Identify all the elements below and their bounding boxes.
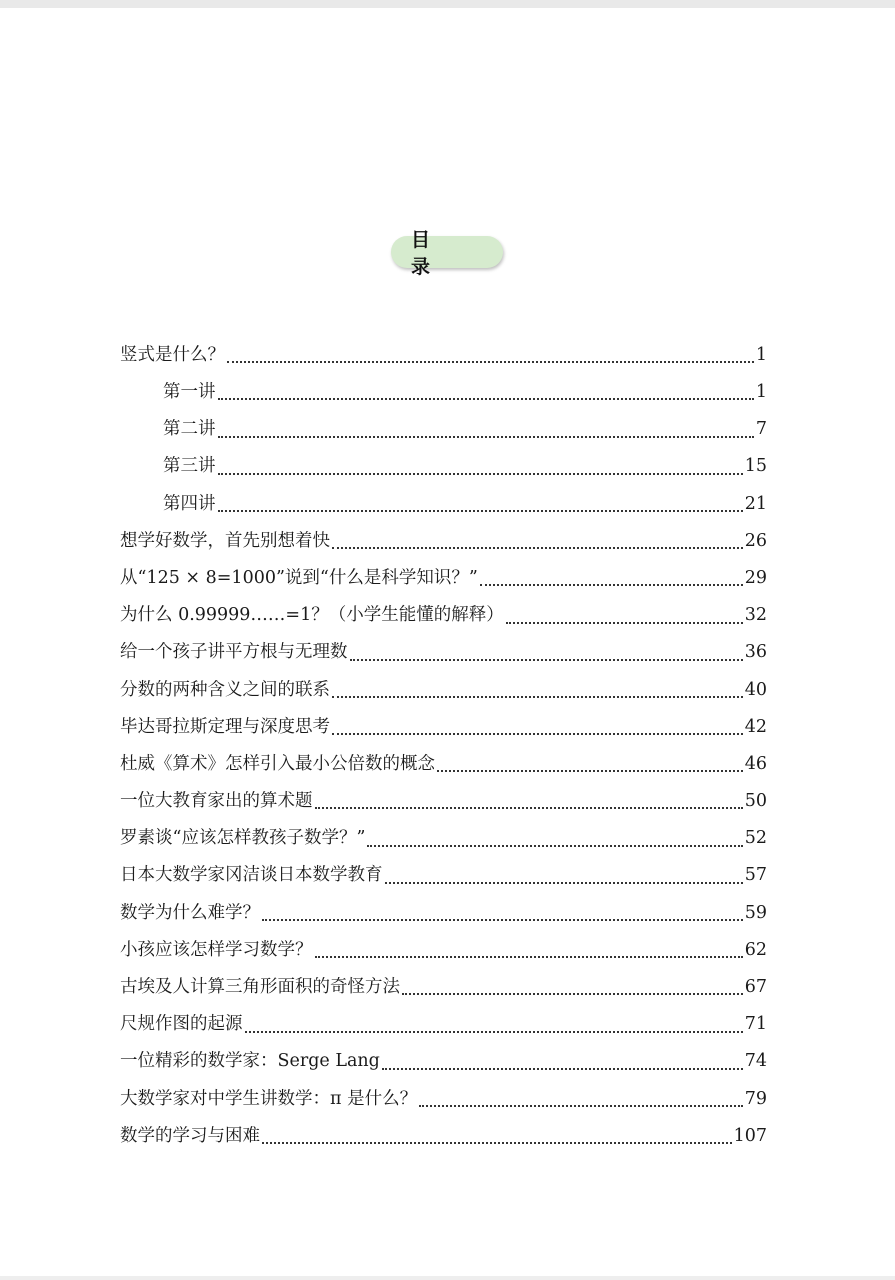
toc-entry-title: 数学的学习与困难 — [120, 1125, 260, 1146]
toc-entry-title: 小孩应该怎样学习数学？ — [120, 939, 313, 960]
toc-entry[interactable] — [120, 932, 767, 969]
toc-page-number: 15 — [744, 456, 767, 477]
toc-entry[interactable] — [120, 337, 767, 374]
toc-page-number: 32 — [744, 605, 767, 626]
toc-dot-leader — [437, 769, 743, 772]
toc-entry[interactable] — [120, 820, 767, 857]
toc-dot-leader — [218, 509, 743, 512]
toc-page-number: 36 — [744, 642, 767, 663]
toc-dot-leader — [402, 992, 743, 995]
toc-dot-leader — [332, 695, 743, 698]
toc-page-number: 71 — [744, 1014, 767, 1035]
toc-dot-leader — [262, 918, 743, 921]
toc-dot-leader — [262, 1141, 732, 1144]
toc-entry[interactable] — [120, 597, 767, 634]
toc-entry-title: 第四讲 — [163, 493, 216, 514]
toc-subentry[interactable] — [120, 449, 767, 486]
toc-page-number: 42 — [744, 716, 767, 737]
toc-page-number: 67 — [744, 977, 767, 998]
toc-page-number: 107 — [733, 1125, 767, 1146]
table-of-contents — [120, 337, 767, 1155]
toc-entry[interactable] — [120, 1118, 767, 1155]
toc-dot-leader — [245, 1030, 743, 1033]
toc-entry-title: 大数学家对中学生讲数学：π 是什么？ — [120, 1088, 418, 1109]
toc-entry-title: 尺规作图的起源 — [120, 1014, 243, 1035]
toc-entry-title: 毕达哥拉斯定理与深度思考 — [120, 716, 330, 737]
toc-entry-title: 从“125 × 8=1000”说到“什么是科学知识？” — [120, 567, 478, 588]
toc-page-number: 50 — [744, 791, 767, 812]
toc-dot-leader — [315, 806, 743, 809]
toc-page-number: 26 — [744, 530, 767, 551]
toc-dot-leader — [218, 435, 754, 438]
toc-page-number: 62 — [744, 939, 767, 960]
toc-page-number: 40 — [744, 679, 767, 700]
toc-entry-title: 古埃及人计算三角形面积的奇怪方法 — [120, 977, 400, 998]
toc-entry[interactable] — [120, 1081, 767, 1118]
toc-page-number: 1 — [755, 344, 767, 365]
toc-page-number: 46 — [744, 753, 767, 774]
toc-subentry[interactable] — [120, 411, 767, 448]
toc-dot-leader — [382, 1067, 743, 1070]
toc-entry-title: 第三讲 — [163, 456, 216, 477]
toc-heading: 目 录 — [391, 236, 503, 268]
toc-dot-leader — [480, 583, 743, 586]
toc-page-number: 1 — [755, 382, 767, 403]
toc-entry-title: 第二讲 — [163, 419, 216, 440]
toc-page-number: 21 — [744, 493, 767, 514]
toc-entry[interactable] — [120, 1006, 767, 1043]
toc-dot-leader — [315, 955, 743, 958]
toc-dot-leader — [419, 1104, 743, 1107]
toc-page-number: 57 — [744, 865, 767, 886]
toc-page-number: 59 — [744, 902, 767, 923]
toc-entry-title: 日本大数学家冈洁谈日本数学教育 — [120, 865, 383, 886]
toc-entry-title: 杜威《算术》怎样引入最小公倍数的概念 — [120, 753, 435, 774]
toc-page-number: 74 — [744, 1051, 767, 1072]
toc-subentry[interactable] — [120, 374, 767, 411]
toc-entry-title: 罗素谈“应该怎样教孩子数学？” — [120, 828, 366, 849]
toc-entry-title: 数学为什么难学？ — [120, 902, 260, 923]
toc-entry[interactable] — [120, 858, 767, 895]
toc-entry[interactable] — [120, 746, 767, 783]
toc-dot-leader — [218, 397, 754, 400]
toc-dot-leader — [332, 732, 743, 735]
toc-entry-title: 为什么 0.99999……=1？（小学生能懂的解释） — [120, 605, 504, 626]
top-edge-band — [0, 0, 895, 8]
toc-entry-title: 第一讲 — [163, 382, 216, 403]
toc-dot-leader — [385, 881, 743, 884]
toc-subentry[interactable] — [120, 486, 767, 523]
toc-dot-leader — [332, 546, 743, 549]
toc-entry[interactable] — [120, 635, 767, 672]
toc-entry[interactable] — [120, 709, 767, 746]
toc-dot-leader — [506, 621, 743, 624]
bottom-edge-band — [0, 1276, 895, 1280]
toc-dot-leader — [350, 658, 743, 661]
toc-entry-title: 一位精彩的数学家：Serge Lang — [120, 1051, 380, 1072]
toc-page-number: 29 — [744, 567, 767, 588]
toc-entry[interactable] — [120, 672, 767, 709]
toc-dot-leader — [218, 472, 743, 475]
toc-entry[interactable] — [120, 895, 767, 932]
toc-page-number: 79 — [744, 1088, 767, 1109]
toc-entry[interactable] — [120, 783, 767, 820]
toc-entry-title: 一位大教育家出的算术题 — [120, 791, 313, 812]
toc-entry-title: 想学好数学，首先别想着快 — [120, 530, 330, 551]
toc-page-number: 7 — [755, 419, 767, 440]
toc-entry-title: 分数的两种含义之间的联系 — [120, 679, 330, 700]
toc-entry-title: 给一个孩子讲平方根与无理数 — [120, 642, 348, 663]
toc-entry[interactable] — [120, 560, 767, 597]
toc-entry[interactable] — [120, 969, 767, 1006]
toc-entry[interactable] — [120, 523, 767, 560]
toc-entry[interactable] — [120, 1044, 767, 1081]
toc-page-number: 52 — [744, 828, 767, 849]
toc-dot-leader — [227, 360, 754, 363]
toc-dot-leader — [367, 844, 742, 847]
toc-entry-title: 竖式是什么？ — [120, 344, 225, 365]
